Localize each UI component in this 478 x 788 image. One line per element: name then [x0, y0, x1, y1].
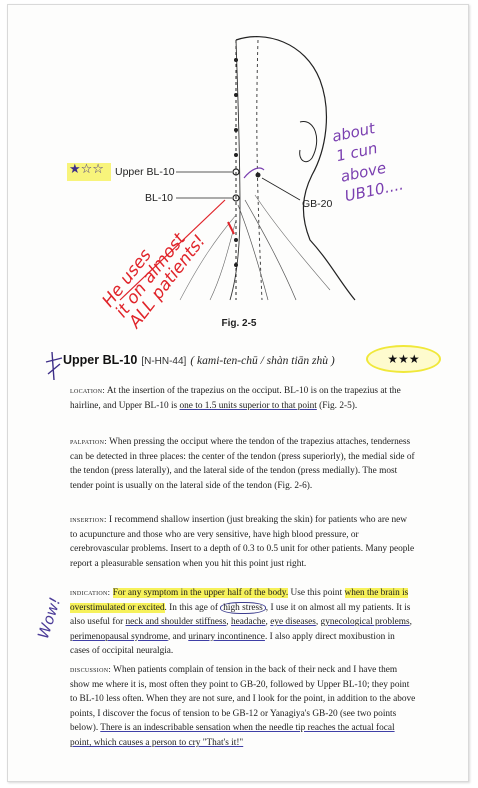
- figure-caption: Fig. 2-5: [221, 318, 257, 329]
- entry-pinyin: ( kami-ten-chū / shàn tiān zhù ): [190, 355, 335, 367]
- red-handwritten-note: He uses it on almost ALL patients!: [98, 229, 211, 333]
- wow-handwritten-note: Wow!: [34, 595, 65, 641]
- purple-handwritten-note: about 1 cun above UB10....: [330, 119, 405, 206]
- entry-title-row: [63, 351, 473, 373]
- rating-stars: ★★★: [366, 345, 441, 373]
- figure-2-5: [0, 0, 478, 345]
- section-insertion: insertion: I recommend shallow insertion (just breaking the skin) for patients who are new to acupuncture and those who are very sensitive, have high blood pressure, or cerebrovascular problems. Insert to a depth of 0.3 to 0.5 unit for other patients. Many people report a pleasurable sensation when you hit this point just right.: [70, 514, 415, 569]
- marker-stars: ★☆☆: [69, 162, 104, 177]
- section-discussion: discussion: When patients complain of tension in the back of their neck and I have them show me where it is, most often they point to GB-20, followed by Upper BL-10; they point to BL-10 less often. When they are not sure, and I look for the point, in addition to the above points, I discover the focus of tension to be GB-12 or Yanagiya's GB-20 (see two points below). There is an indescribable sensation when the needle tip reaches the actual focal point, which causes a person to cry "That's it!": [70, 664, 416, 748]
- entry-code: [N-HN-44]: [141, 356, 187, 367]
- label-gb20: GB-20: [302, 198, 333, 210]
- label-bl10: BL-10: [145, 192, 174, 204]
- entry-title: Upper BL-10: [63, 353, 138, 367]
- section-palpation: palpation: When pressing the occiput where the tendon of the trapezius attaches, tenderness can be detected in three places: the center of the tendon (press superiorly), the medial side of the tendon (press laterally), and the lateral side of the tendon (press medially). The most tender point is usually on the lateral side of the tendon (Fig. 2-6).: [70, 436, 415, 491]
- section-indication: indication: For any symptom in the upper half of the body. Use this point when the brain is overstimulated or excited. In this age of high stress , I use it on almost all my patients. It is also useful for neck and shoulder stiffness, headache, eye diseases, gynecological problems, perimenopausal syndrome, and urinary incontinence. I also apply direct moxibustion in cases of occipital neuralgia.: [70, 587, 412, 657]
- section-location: location: At the insertion of the trapezius on the occiput. BL-10 is on the trapezius at the hairline, and Upper BL-10 is one to 1.5 units superior to that point (Fig. 2-5).: [70, 385, 401, 411]
- label-upper-bl10: Upper BL-10: [115, 166, 175, 178]
